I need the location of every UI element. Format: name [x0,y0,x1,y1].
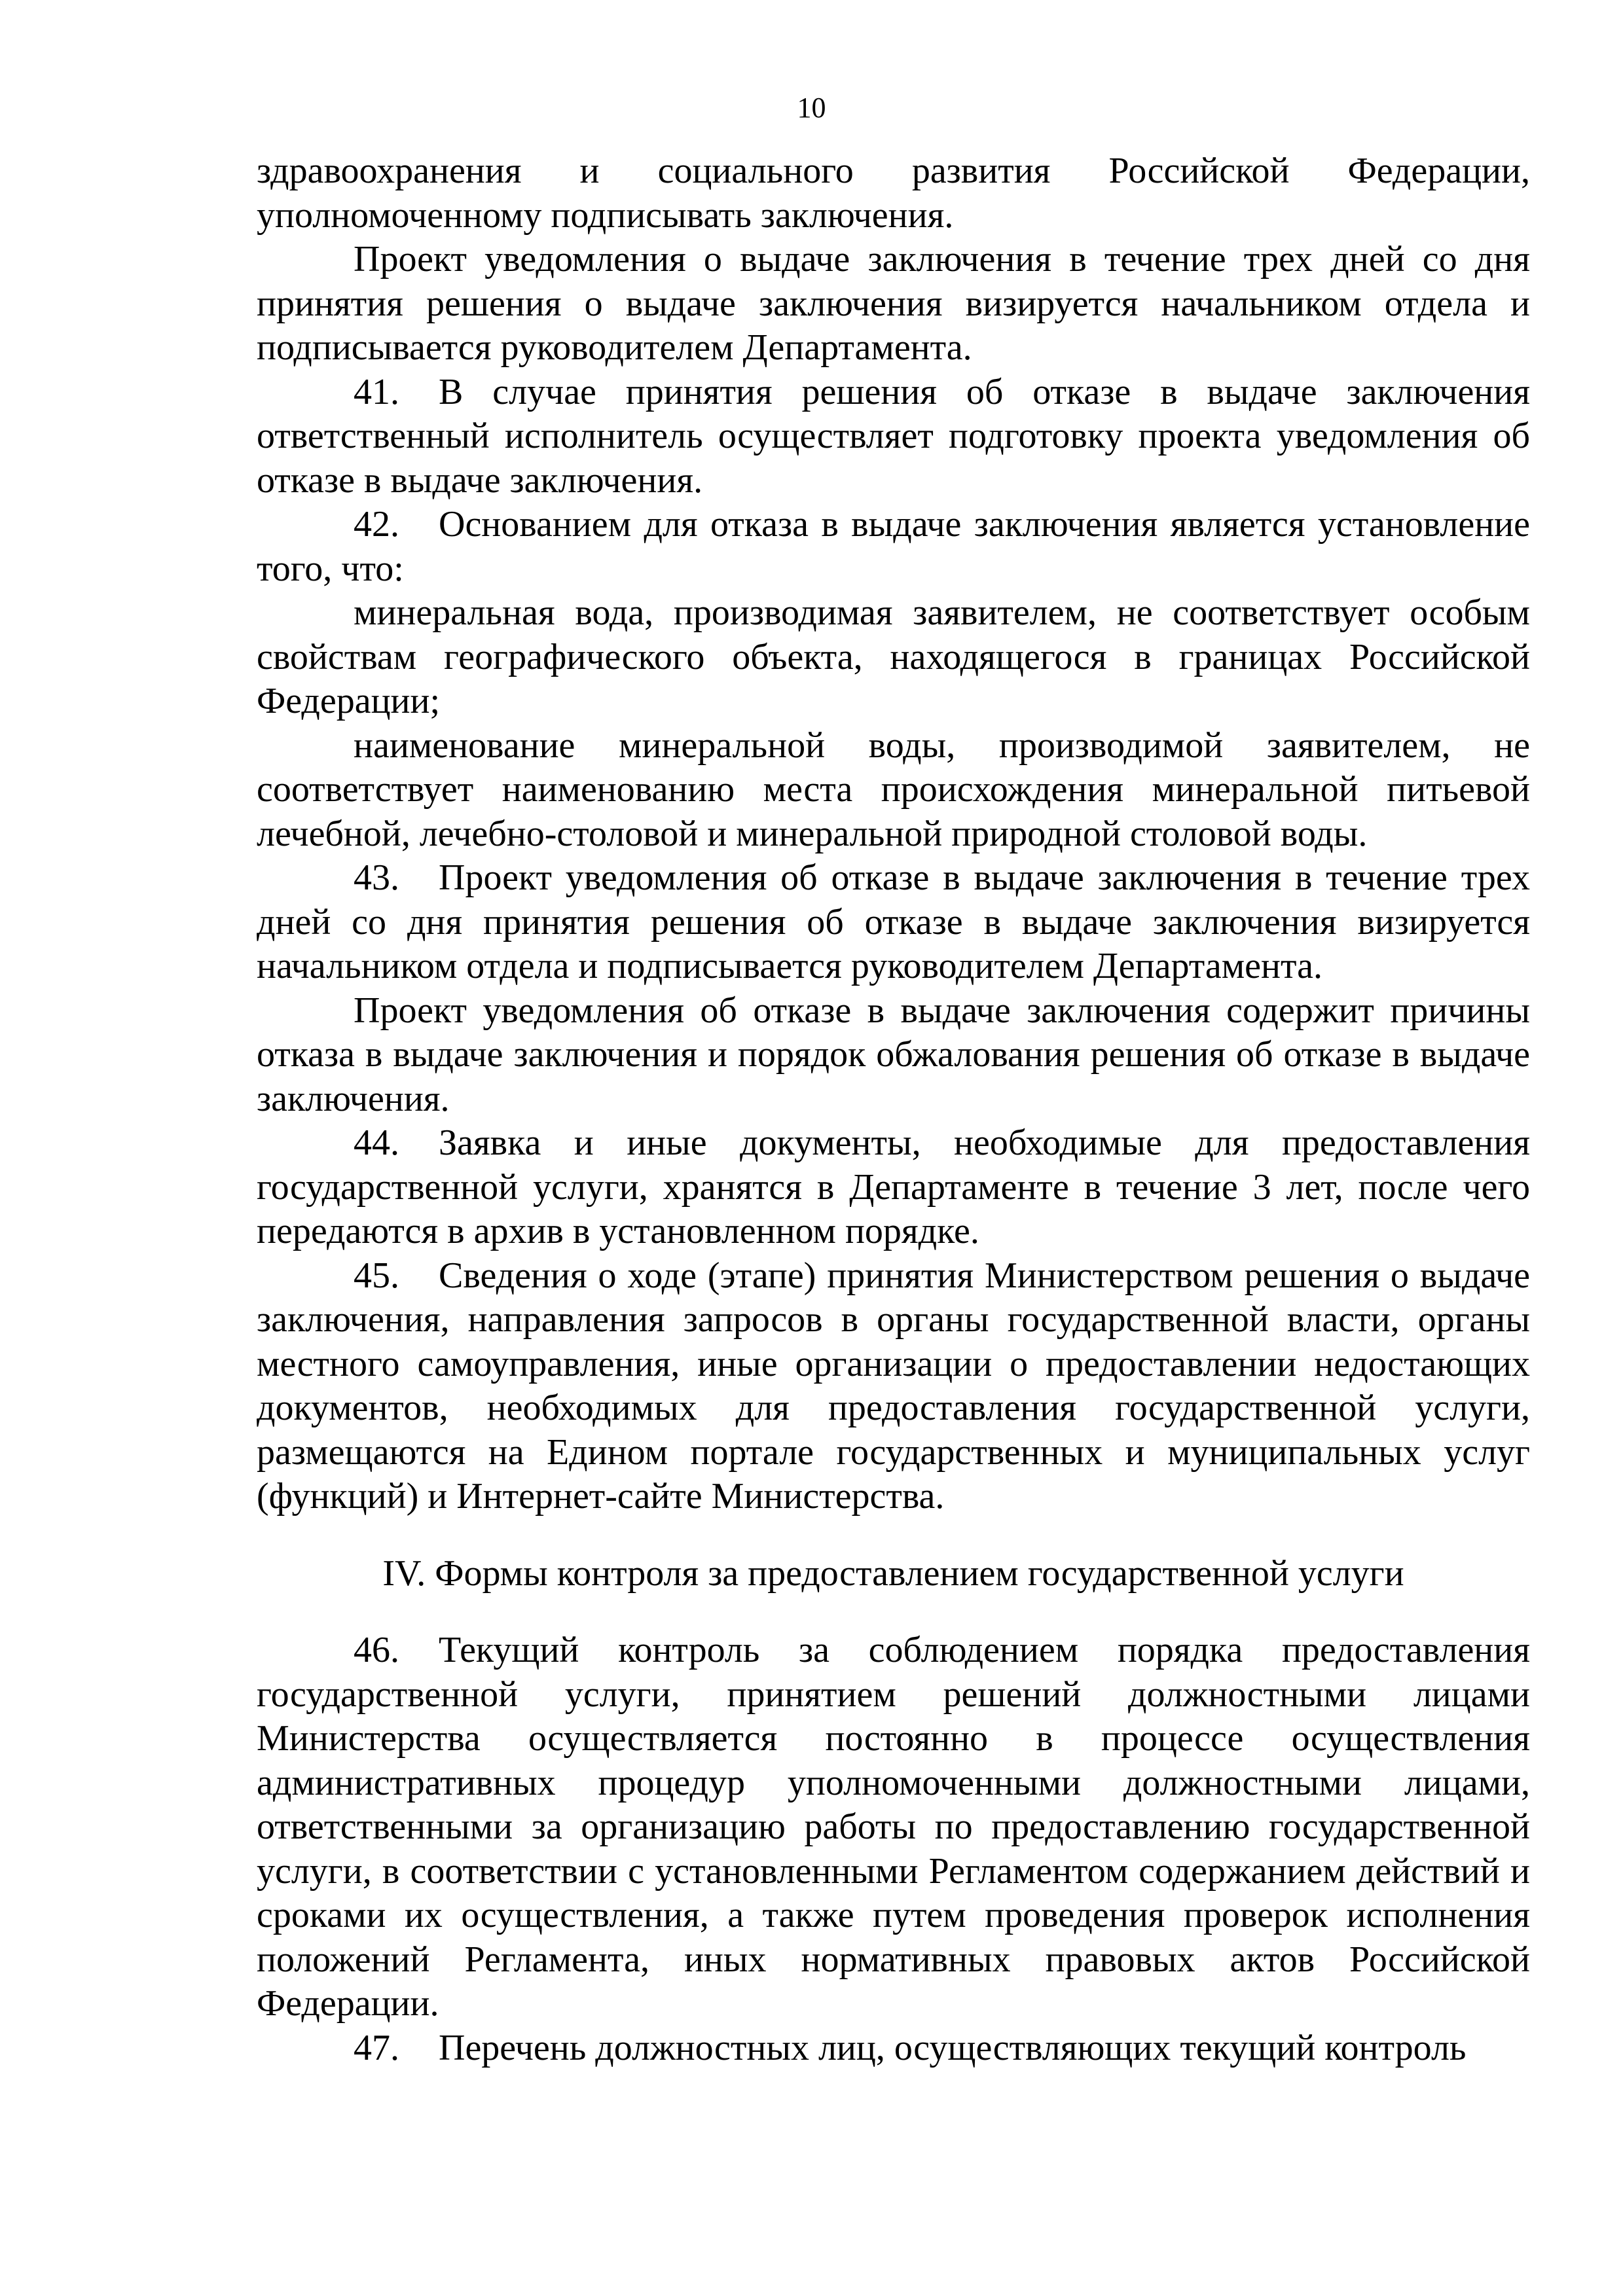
paragraph-47 [257,2026,1530,2071]
paragraph-text: Сведения о ходе (этапе) принятия Министерством решения о выдаче заключения, направления запросов в органы государственной власти, органы местного самоуправления, иные организации о предоставлении недостающих документов, необходимых для предоставления государственной услуги, размещаются на Едином портале государственных и муниципальных услуг (функций) и Интернет-сайте Министерства. [257,1255,1530,1516]
paragraph: Проект уведомления о выдаче заключения в течение трех дней со дня принятия решения о выдаче заключения визируется начальником отдела и подписывается руководителем Департамента. [257,239,1530,368]
item-number-46: 46. [354,1630,399,1670]
item-number-45: 45. [354,1255,399,1296]
paragraph-continuation: здравоохранения и социального развития Российской Федерации, уполномоченному подписывать заключения. [257,151,1530,236]
paragraph-44 [257,1121,1530,1254]
paragraph-text: Перечень должностных лиц, осуществляющих текущий контроль [439,2027,1467,2068]
item-number-41: 41. [354,371,399,412]
item-number-43: 43. [354,857,399,898]
section-heading: IV. Формы контроля за предоставлением государственной услуги [382,1552,1404,1594]
page-number: 10 [797,92,826,124]
paragraph-45 [257,1254,1530,1519]
paragraph-text: Заявка и иные документы, необходимые для предоставления государственной услуги, хранятся в Департаменте в течение 3 лет, после чего передаются в архив в установленном порядке. [257,1122,1530,1251]
list-item: наименование минеральной воды, производимой заявителем, не соответствует наименованию места происхождения минеральной питьевой лечебной, лечебно-столовой и минеральной природной столовой воды. [257,725,1530,854]
list-item: минеральная вода, производимая заявителем, не соответствует особым свойствам географического объекта, находящегося в границах Российской Федерации; [257,592,1530,721]
paragraph-text: В случае принятия решения об отказе в выдаче заключения ответственный исполнитель осуществляет подготовку проекта уведомления об отказе в выдаче заключения. [257,371,1530,501]
paragraph: Проект уведомления об отказе в выдаче заключения содержит причины отказа в выдаче заключения и порядок обжалования решения об отказе в выдаче заключения. [257,990,1530,1119]
document-body [257,149,1530,2070]
paragraph-46 [257,1628,1530,2026]
paragraph-43 [257,856,1530,989]
paragraph-42 [257,503,1530,591]
item-number-47: 47. [354,2027,399,2068]
item-number-42: 42. [354,504,399,545]
paragraph-41 [257,370,1530,503]
paragraph-text: Основанием для отказа в выдаче заключения является установление того, что: [257,504,1530,589]
paragraph-text: Проект уведомления об отказе в выдаче заключения в течение трех дней со дня принятия решения об отказе в выдаче заключения визируется начальником отдела и подписывается руководителем Департамента. [257,857,1530,986]
paragraph-text: Текущий контроль за соблюдением порядка предоставления государственной услуги, принятием решений должностными лицами Министерства осуществляется постоянно в процессе осуществления административных процедур уполномоченными должностными лицами, ответственными за организацию работы по предоставлению государственной услуги, в соответствии с установленными Регламентом содержанием действий и сроками их осуществления, а также путем проведения проверок исполнения положений Регламента, иных нормативных правовых актов Российской Федерации. [257,1630,1530,2024]
item-number-44: 44. [354,1122,399,1163]
